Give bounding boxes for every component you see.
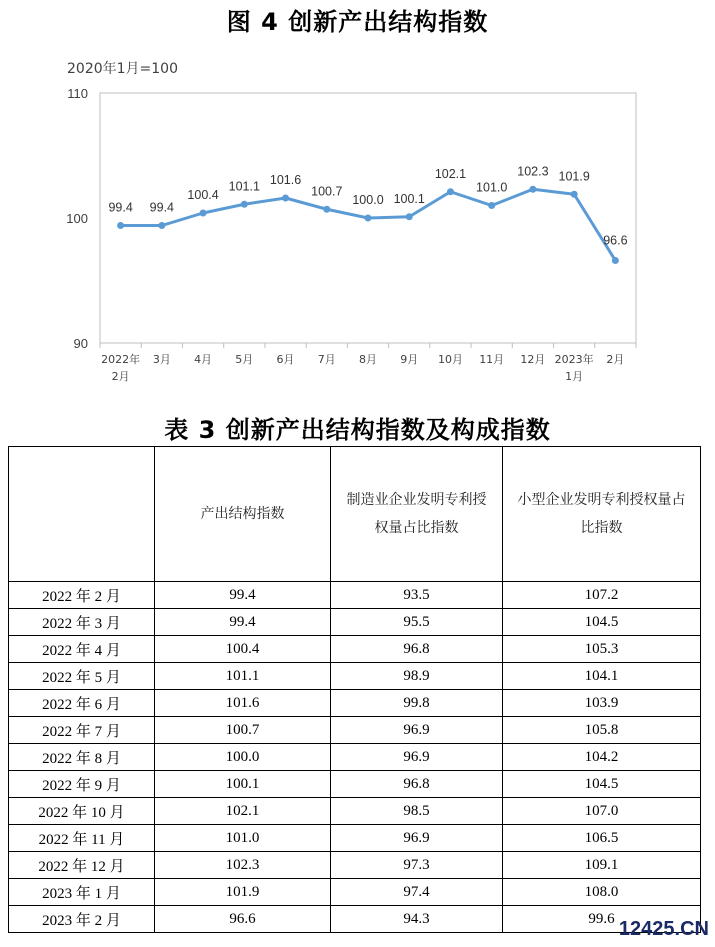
data-point (158, 222, 165, 229)
table-cell-value: 100.7 (155, 717, 331, 744)
table-cell-value: 105.8 (503, 717, 701, 744)
x-tick-label: 3月 (152, 353, 171, 366)
data-label: 101.0 (476, 180, 508, 195)
data-point (571, 191, 578, 198)
table-row (9, 825, 701, 852)
table-row (9, 717, 701, 744)
table-cell-value: 99.4 (155, 582, 331, 609)
x-tick-label: 2月 (606, 353, 625, 366)
table-cell-period: 2022 年 6 月 (9, 690, 155, 717)
data-label: 100.7 (311, 184, 343, 199)
table-cell-value: 102.1 (155, 798, 331, 825)
y-tick-label: 110 (67, 86, 88, 101)
table-cell-value: 95.5 (331, 609, 503, 636)
table-cell-value: 96.9 (331, 744, 503, 771)
table-cell-value: 99.6 (503, 906, 701, 933)
data-label: 100.1 (393, 191, 425, 206)
data-point (406, 213, 413, 220)
table-cell-value: 104.5 (503, 609, 701, 636)
data-point (529, 186, 536, 193)
table-cell-value: 97.4 (331, 879, 503, 906)
table-cell-value: 108.0 (503, 879, 701, 906)
table-cell-period: 2022 年 9 月 (9, 771, 155, 798)
data-label: 96.6 (603, 233, 628, 248)
data-label: 101.9 (558, 169, 590, 184)
table-cell-value: 100.4 (155, 636, 331, 663)
data-point (117, 222, 124, 229)
table-row (9, 771, 701, 798)
figure-title: 图 4 创新产出结构指数 (226, 8, 489, 36)
chart-unit-label: 2020年1月=100 (67, 61, 178, 77)
x-tick-label: 10月 (437, 353, 463, 366)
table-cell-value: 103.9 (503, 690, 701, 717)
data-label: 101.6 (269, 173, 302, 187)
table-cell-value: 106.5 (503, 825, 701, 852)
data-label: 102.1 (434, 166, 467, 181)
x-tick-label: 11月 (479, 353, 505, 366)
data-point (241, 201, 248, 208)
y-tick-label: 100 (66, 211, 88, 226)
table-cell-value: 101.0 (155, 825, 331, 852)
table-cell-value: 94.3 (331, 906, 503, 933)
table-cell-period: 2022 年 4 月 (9, 636, 155, 663)
x-tick-label: 9月 (400, 353, 419, 366)
data-label: 100.4 (187, 188, 219, 202)
table-cell-value: 101.6 (155, 690, 331, 717)
line-chart (0, 80, 715, 400)
table-header-manufacturing-share: 制造业企业发明专利授权量占比指数 (331, 447, 503, 582)
site-watermark: 12425.CN (618, 918, 709, 940)
table-cell-value: 105.3 (503, 636, 701, 663)
x-tick-label: 8月 (359, 353, 377, 366)
table-header-row (9, 447, 701, 582)
table-cell-period: 2023 年 1 月 (9, 879, 155, 906)
x-tick-label: 1月 (565, 370, 584, 383)
x-tick-label: 2月 (111, 370, 130, 383)
table-cell-value: 99.8 (331, 690, 503, 717)
table-row (9, 879, 701, 906)
table-cell-period: 2022 年 7 月 (9, 717, 155, 744)
x-tick-label: 4月 (194, 353, 213, 366)
table-row (9, 609, 701, 636)
x-tick-label: 7月 (317, 353, 336, 366)
x-tick-label: 5月 (235, 353, 254, 366)
table-header-output-structure: 产出结构指数 (155, 447, 331, 582)
table-cell-value: 104.5 (503, 771, 701, 798)
table-row (9, 852, 701, 879)
x-tick-label: 2022年 (101, 353, 141, 366)
table-row (9, 798, 701, 825)
table-cell-value: 93.5 (331, 582, 503, 609)
y-tick-label: 90 (73, 336, 88, 351)
table-cell-period: 2022 年 2 月 (9, 582, 155, 609)
table-cell-value: 96.8 (331, 771, 503, 798)
table-cell-value: 98.5 (331, 798, 503, 825)
table-cell-period: 2022 年 11 月 (9, 825, 155, 852)
data-point (447, 188, 454, 195)
table-cell-value: 96.8 (331, 636, 503, 663)
data-label: 100.0 (352, 193, 384, 207)
table-cell-value: 100.0 (155, 744, 331, 771)
table-cell-period: 2022 年 8 月 (9, 744, 155, 771)
table-row (9, 582, 701, 609)
table-cell-period: 2023 年 2 月 (9, 906, 155, 933)
table-header-empty (9, 447, 155, 582)
table-cell-value: 96.9 (331, 825, 503, 852)
data-point (612, 257, 619, 264)
x-tick-label: 12月 (520, 353, 546, 366)
data-point (488, 202, 495, 209)
table-cell-period: 2022 年 3 月 (9, 609, 155, 636)
table-cell-value: 101.1 (155, 663, 331, 690)
table-cell-value: 97.3 (331, 852, 503, 879)
data-point (200, 210, 207, 217)
table-row (9, 663, 701, 690)
table-cell-period: 2022 年 10 月 (9, 798, 155, 825)
data-label: 99.4 (108, 200, 133, 215)
index-table (8, 446, 701, 933)
table-title: 表 3 创新产出结构指数及构成指数 (164, 416, 551, 444)
table-cell-value: 109.1 (503, 852, 701, 879)
table-cell-period: 2022 年 12 月 (9, 852, 155, 879)
data-label: 102.3 (517, 164, 549, 179)
table-cell-value: 107.0 (503, 798, 701, 825)
data-point (365, 215, 372, 222)
table-cell-value: 104.2 (503, 744, 701, 771)
table-cell-value: 99.4 (155, 609, 331, 636)
data-label: 101.1 (228, 179, 260, 194)
table-cell-value: 96.9 (331, 717, 503, 744)
table-cell-value: 100.1 (155, 771, 331, 798)
data-point (323, 206, 330, 213)
table-header-small-firm-share: 小型企业发明专利授权量占比指数 (503, 447, 701, 582)
table-cell-value: 104.1 (503, 663, 701, 690)
table-row (9, 636, 701, 663)
table-cell-value: 98.9 (331, 663, 503, 690)
table-row (9, 744, 701, 771)
table-cell-value: 102.3 (155, 852, 331, 879)
table-cell-period: 2022 年 5 月 (9, 663, 155, 690)
table-cell-value: 96.6 (155, 906, 331, 933)
table-cell-value: 101.9 (155, 879, 331, 906)
table-cell-value: 107.2 (503, 582, 701, 609)
data-point (282, 195, 289, 202)
x-tick-label: 6月 (276, 353, 295, 366)
data-label: 99.4 (149, 200, 175, 215)
x-tick-label: 2023年 (554, 353, 594, 366)
table-row (9, 690, 701, 717)
table-row (9, 906, 701, 933)
